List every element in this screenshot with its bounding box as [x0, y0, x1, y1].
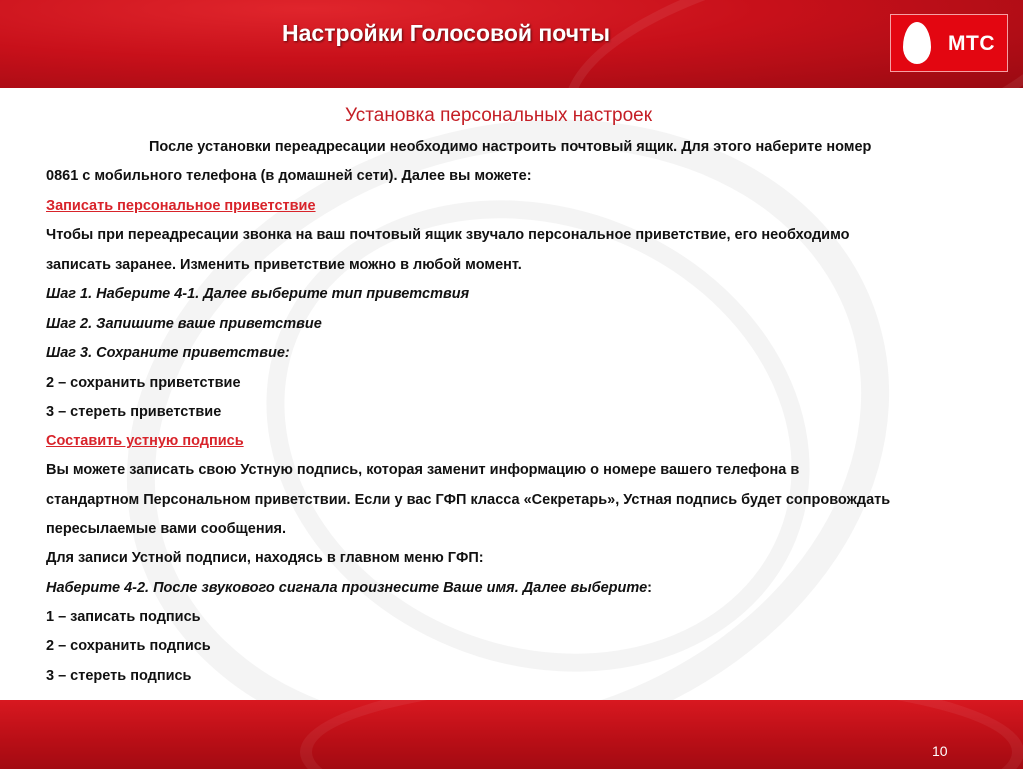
decorative-arc	[300, 700, 1023, 769]
footer-banner	[0, 700, 1023, 769]
mts-logo	[890, 14, 1008, 72]
option-line: 3 – стереть приветствие	[46, 404, 222, 420]
text-line: После установки переадресации необходимо настроить почтовый ящик. Для этого наберите номер	[149, 139, 872, 155]
text-line: записать заранее. Изменить приветствие можно в любой момент.	[46, 257, 522, 273]
header-banner	[0, 0, 1023, 88]
text-line: пересылаемые вами сообщения.	[46, 521, 287, 537]
text-line: Вы можете записать свою Устную подпись, которая заменит информацию о номере вашего телефона в	[46, 462, 800, 478]
step-text: Наберите 4-2. После звукового сигнала произнесите Ваше имя. Далее выберите	[46, 580, 648, 596]
section-subtitle: Установка персональных настроек	[345, 105, 653, 126]
slide-content	[0, 88, 1023, 700]
step-line: Шаг 1. Наберите 4-1. Далее выберите тип приветствия	[46, 286, 470, 302]
text-line: 0861 с мобильного телефона (в домашней сети). Далее вы можете:	[46, 168, 532, 184]
option-line: 2 – сохранить подпись	[46, 638, 211, 654]
step-line: Шаг 3. Сохраните приветствие:	[46, 345, 290, 361]
heading-link-voice-signature[interactable]: Составить устную подпись	[46, 433, 244, 449]
text-line: Для записи Устной подписи, находясь в главном меню ГФП:	[46, 550, 484, 566]
option-line: 1 – записать подпись	[46, 609, 201, 625]
egg-icon	[903, 22, 931, 64]
heading-link-personal-greeting[interactable]: Записать персональное приветствие	[46, 198, 316, 214]
option-line: 3 – стереть подпись	[46, 668, 192, 684]
option-line: 2 – сохранить приветствие	[46, 375, 241, 391]
step-suffix: :	[647, 580, 652, 596]
text-line: Чтобы при переадресации звонка на ваш почтовый ящик звучало персональное приветствие, его необходимо	[46, 227, 850, 243]
logo-text: МТС	[948, 32, 995, 55]
slide-title: Настройки Голосовой почты	[282, 20, 611, 46]
step-line: Шаг 2. Запишите ваше приветствие	[46, 316, 322, 332]
step-line	[46, 580, 652, 596]
text-line: стандартном Персональном приветствии. Если у вас ГФП класса «Секретарь», Устная подпись будет сопровождать	[46, 492, 891, 508]
page-number: 10	[932, 743, 948, 759]
